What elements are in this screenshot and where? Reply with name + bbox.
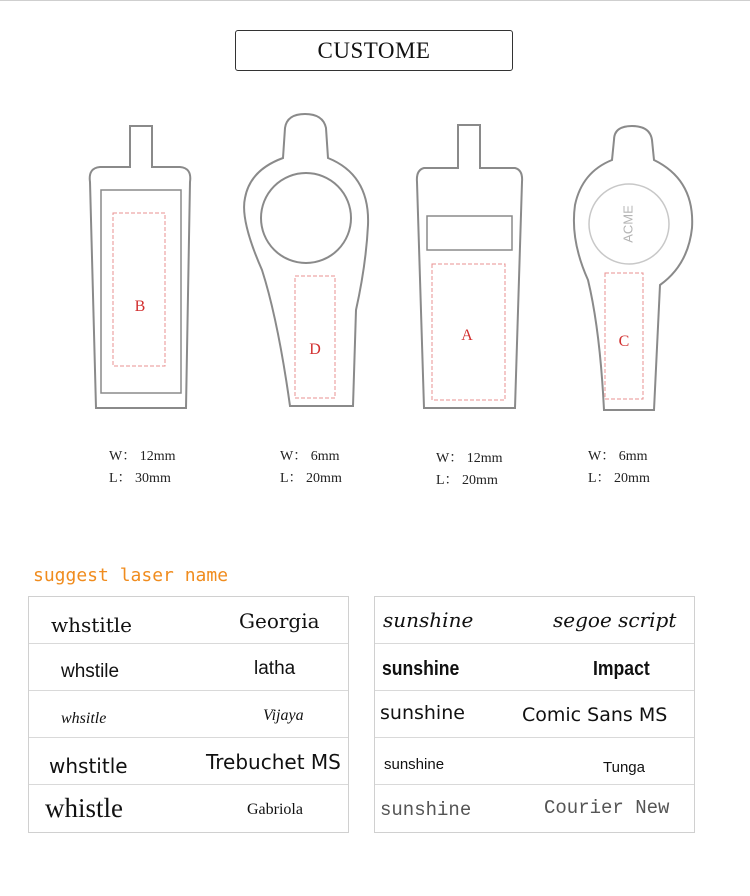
font-name: Tunga <box>603 759 645 776</box>
zone-a-label: A <box>461 327 473 344</box>
length-label: L： 20mm <box>280 471 342 486</box>
length-label: L： 20mm <box>588 471 650 486</box>
sample-text: sunshine <box>380 702 465 724</box>
sample-text: whsitle <box>61 710 107 727</box>
length-label: L： 30mm <box>109 471 171 486</box>
suggest-heading: suggest laser name <box>33 565 229 586</box>
table-row <box>375 597 694 644</box>
zone-d-area <box>295 276 335 398</box>
whistle-b-dimensions <box>109 446 176 490</box>
table-row <box>375 691 694 738</box>
width-label: W： 6mm <box>588 449 648 464</box>
sample-text: whstitle <box>51 613 132 637</box>
font-name: Impact <box>593 658 650 680</box>
font-name: Vijaya <box>263 707 304 724</box>
page-title: CUSTOME <box>235 30 513 71</box>
zone-b-area <box>113 213 165 366</box>
whistle-a <box>417 125 522 408</box>
sample-text: whstile <box>61 661 120 682</box>
font-name: segoe script <box>553 608 677 632</box>
font-name: Trebuchet MS <box>206 750 341 774</box>
table-row <box>29 738 348 785</box>
sample-text: sunshine <box>382 658 460 680</box>
length-label: L： 20mm <box>436 473 498 488</box>
table-row <box>29 644 348 691</box>
width-label: W： 6mm <box>280 449 340 464</box>
sample-text: whstitle <box>49 754 128 778</box>
acme-engraving: ACME <box>620 205 636 243</box>
sample-text: whistle <box>45 793 123 823</box>
table-row <box>375 785 694 832</box>
font-name: Courier New <box>544 797 670 819</box>
table-row <box>375 738 694 785</box>
zone-d-label: D <box>309 341 321 358</box>
table-row <box>29 691 348 738</box>
font-name: Comic Sans MS <box>522 704 668 726</box>
width-label: W： 12mm <box>436 451 503 466</box>
font-name: Gabriola <box>247 801 303 818</box>
whistle-d <box>244 114 368 406</box>
font-table-right <box>374 596 695 833</box>
sample-text: sunshine <box>384 756 445 773</box>
table-row <box>375 644 694 691</box>
sample-text: sunshine <box>383 608 474 632</box>
table-row <box>29 597 348 644</box>
whistle-a-dimensions <box>436 448 503 492</box>
font-table-left <box>28 596 349 833</box>
font-name: latha <box>254 658 296 679</box>
zone-c-label: C <box>618 333 630 350</box>
whistle-c <box>574 126 692 410</box>
sample-text: sunshine <box>380 799 472 821</box>
top-divider <box>0 0 750 1</box>
width-label: W： 12mm <box>109 449 176 464</box>
whistle-d-dimensions <box>280 446 342 490</box>
table-row <box>29 785 348 832</box>
whistle-c-dimensions <box>588 446 650 490</box>
font-name: Georgia <box>239 609 320 633</box>
zone-b-label: B <box>134 298 146 315</box>
whistle-diagrams <box>0 100 750 430</box>
